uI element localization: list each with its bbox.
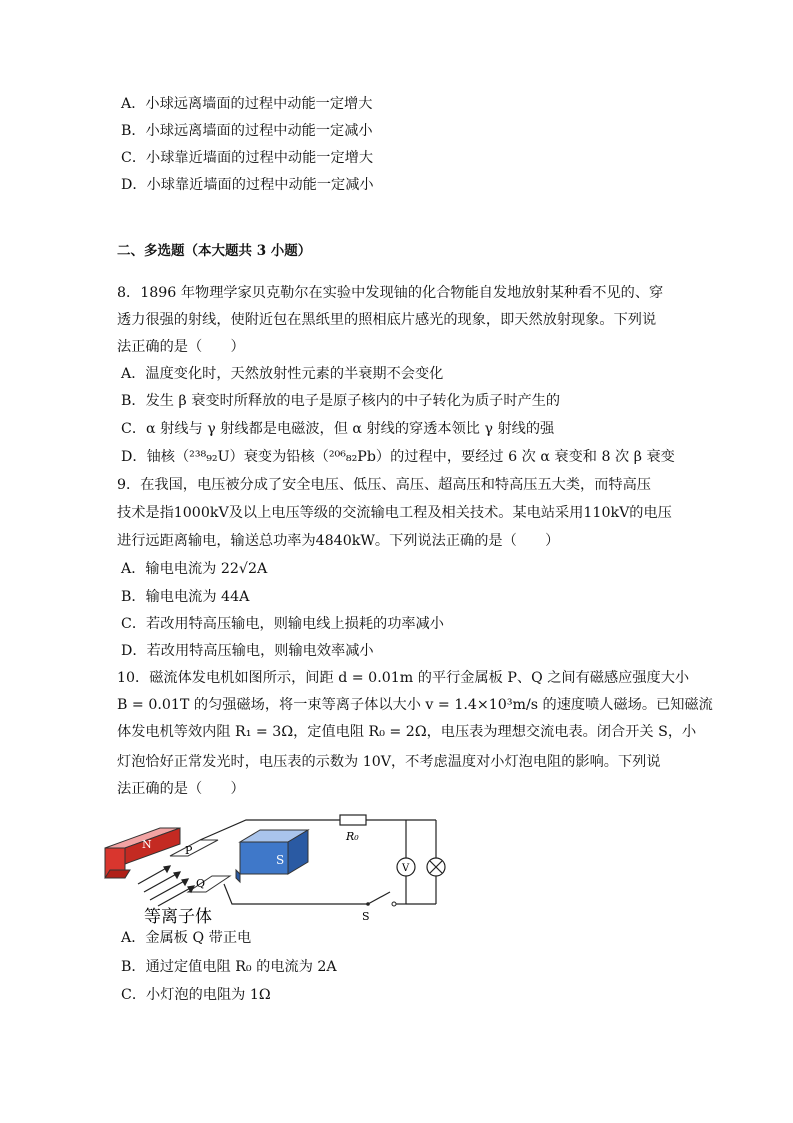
q8-option-a: A．温度变化时，天然放射性元素的半衰期不会变化 bbox=[121, 366, 444, 382]
q7-option-b: B．小球远离墙面的过程中动能一定减小 bbox=[121, 123, 373, 139]
plate-p-label: P bbox=[185, 844, 193, 857]
voltmeter-label: V bbox=[402, 863, 410, 874]
switch-contact-right bbox=[392, 902, 396, 906]
q8-option-c: C．α 射线与 γ 射线都是电磁波，但 α 射线的穿透本领比 γ 射线的强 bbox=[121, 421, 555, 437]
lamp-icon bbox=[427, 858, 445, 876]
switch-label: S bbox=[362, 910, 370, 923]
resistor-r0 bbox=[340, 815, 366, 825]
plasma-label: 等离子体 bbox=[144, 907, 212, 926]
q10-option-a: A．金属板 Q 带正电 bbox=[121, 930, 252, 946]
plate-q-label: Q bbox=[196, 877, 206, 890]
plasma-arrows bbox=[138, 866, 194, 906]
q7-option-c: C．小球靠近墙面的过程中动能一定增大 bbox=[121, 150, 374, 166]
q8-option-b: B．发生 β 衰变时所释放的电子是原子核内的中子转化为质子时产生的 bbox=[121, 393, 561, 409]
q10-option-c: C．小灯泡的电阻为 1Ω bbox=[121, 987, 271, 1003]
q8-stem-line-1: 8．1896 年物理学家贝克勒尔在实验中发现铀的化合物能自发地放射某种看不见的、穿 bbox=[117, 285, 664, 301]
q10-stem-line-3: 体发电机等效内阻 R₁ = 3Ω，定值电阻 R₀ = 2Ω，电压表为理想交流电表。闭合开关 S，小 bbox=[117, 724, 697, 740]
switch-contact-left bbox=[366, 902, 370, 906]
q9-option-b: B．输电电流为 44A bbox=[121, 589, 250, 605]
q9-stem-line-3: 进行远距离输电，输送总功率为4840kW。下列说法正确的是（ ） bbox=[117, 533, 560, 549]
mhd-generator-figure bbox=[100, 806, 460, 926]
q10-stem-line-2: B = 0.01T 的匀强磁场，将一束等离子体以大小 v = 1.4×10³m/s 的速度喷人磁场。已知磁流 bbox=[117, 697, 713, 713]
q8-stem-line-3: 法正确的是（ ） bbox=[117, 339, 245, 355]
q9-stem-line-1: 9．在我国，电压被分成了安全电压、低压、高压、超高压和特高压五大类，而特高压 bbox=[117, 477, 651, 493]
q10-stem-line-4: 灯泡恰好正常发光时，电压表的示数为 10V，不考虑温度对小灯泡电阻的影响。下列说 bbox=[117, 754, 661, 770]
section-title: 二、多选题（本大题共 3 小题） bbox=[117, 243, 312, 259]
q9-option-d: D．若改用特高压输电，则输电效率减小 bbox=[121, 643, 374, 659]
q10-stem-line-1: 10．磁流体发电机如图所示，间距 d = 0.01m 的平行金属板 P、Q 之间有磁感应强度大小 bbox=[117, 670, 690, 686]
q7-option-d: D．小球靠近墙面的过程中动能一定减小 bbox=[121, 177, 374, 193]
q8-stem-line-2: 透力很强的射线，使附近包在黑纸里的照相底片感光的现象，即天然放射现象。下列说 bbox=[117, 312, 657, 328]
q10-stem-line-5: 法正确的是（ ） bbox=[117, 781, 245, 797]
magnet-s bbox=[236, 830, 308, 882]
resistor-label: R₀ bbox=[346, 830, 359, 843]
plate-q bbox=[188, 876, 230, 892]
q7-option-a: A．小球远离墙面的过程中动能一定增大 bbox=[121, 96, 373, 112]
q10-option-b: B．通过定值电阻 R₀ 的电流为 2A bbox=[121, 959, 337, 975]
magnet-n bbox=[105, 828, 180, 878]
q9-stem-line-2: 技术是指1000kV及以上电压等级的交流输电工程及相关技术。某电站采用110kV的电压 bbox=[117, 505, 672, 521]
magnet-s-label: S bbox=[276, 853, 285, 867]
magnet-n-label: N bbox=[142, 838, 152, 851]
q9-option-a: A．输电电流为 22√2A bbox=[121, 561, 268, 577]
q9-option-c: C．若改用特高压输电，则输电线上损耗的功率减小 bbox=[121, 616, 444, 632]
q8-option-d: D．铀核（²³⁸₉₂U）衰变为铅核（²⁰⁶₈₂Pb）的过程中，要经过 6 次 α 衰变和 8 次 β 衰变 bbox=[121, 449, 675, 465]
